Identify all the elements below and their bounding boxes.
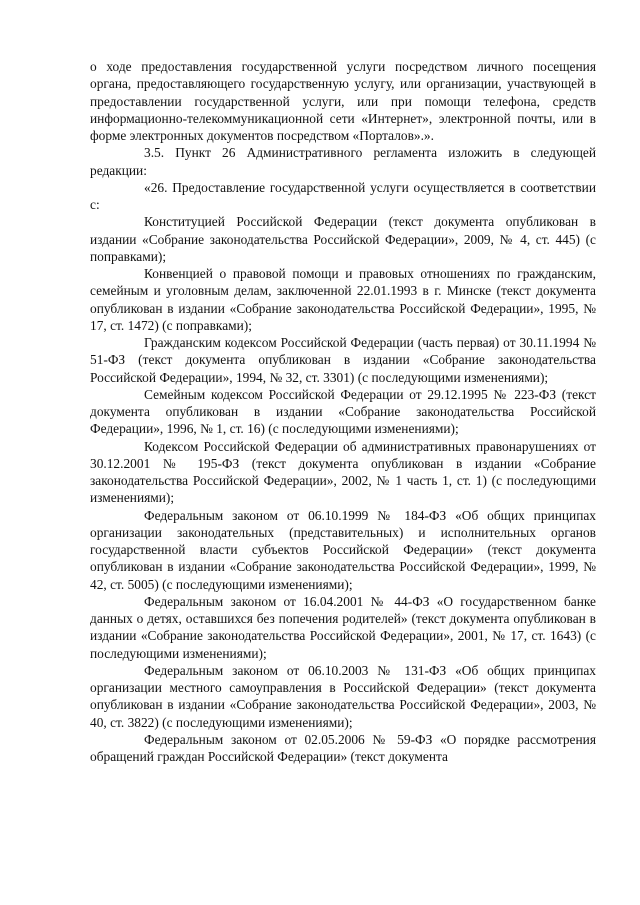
list-item-federal-law-131: Федеральным законом от 06.10.2003 № 131-ФЗ «Об общих принципах организации местного самоуправления в Российской Федерации» (текст документа опубликован в издании «Собрание законодательства Российской Федерации», 2003, № 40, ст. 3822) (с последующими изменениями); bbox=[90, 662, 596, 730]
paragraph-item-26-intro: «26. Предоставление государственной услуги осуществляется в соответствии с: bbox=[90, 179, 596, 212]
paragraph-service-information-continued: о ходе предоставления государственной услуги посредством личного посещения органа, предоставляющего государственную услугу, или организации, участвующей в предоставлении государственной услуги, или при помощи телефона, средств информационно-телекоммуникационной сети «Интернет», электронной почты, или в форме электронных документов посредством «Порталов».». bbox=[90, 59, 596, 143]
list-item-administrative-code: Кодексом Российской Федерации об административных правонарушениях от 30.12.2001 № 195-ФЗ (текст документа опубликован в издании «Собрание законодательства Российской Федерации», 2002, № 1 часть 1, ст. 1) (с последующими изменениями); bbox=[90, 438, 596, 506]
list-item-minsk-convention: Конвенцией о правовой помощи и правовых отношениях по гражданским, семейным и уголовным делам, заключенной 22.01.1993 в г. Минске (текст документа опубликован в издании «Собрание законодательства Российской Федерации», 1995, № 17, ст. 1472) (с поправками); bbox=[90, 266, 596, 333]
list-item-constitution: Конституцией Российской Федерации (текст документа опубликован в издании «Собрание законодательства Российской Федерации», 2009, № 4, ст. 445) (с поправками); bbox=[90, 214, 596, 264]
list-item-family-code: Семейным кодексом Российской Федерации от 29.12.1995 № 223-ФЗ (текст документа опубликован в издании «Собрание законодательства Российской Федерации», 1996, № 1, ст. 16) (с последующими изменениями); bbox=[90, 386, 596, 437]
paragraph-clause-3-5: 3.5. Пункт 26 Административного регламента изложить в следующей редакции: bbox=[90, 145, 596, 178]
list-item-federal-law-44: Федеральным законом от 16.04.2001 № 44-ФЗ «О государственном банке данных о детях, оставшихся без попечения родителей» (текст документа опубликован в издании «Собрание законодательства Российской Федерации», 2001, № 17, ст. 1643) (с последующими изменениями); bbox=[90, 593, 596, 661]
document-page bbox=[90, 58, 596, 765]
list-item-federal-law-59: Федеральным законом от 02.05.2006 № 59-ФЗ «О порядке рассмотрения обращений граждан Российской Федерации» (текст документа bbox=[90, 731, 596, 764]
list-item-civil-code: Гражданским кодексом Российской Федерации (часть первая) от 30.11.1994 № 51-ФЗ (текст документа опубликован в издании «Собрание законодательства Российской Федерации», 1994, № 32, ст. 3301) (с последующими изменениями); bbox=[90, 335, 596, 385]
list-item-federal-law-184: Федеральным законом от 06.10.1999 № 184-ФЗ «Об общих принципах организации законодательных (представительных) и исполнительных органов государственной власти субъектов Российской Федерации» (текст документа опубликован в издании «Собрание законодательства Российской Федерации», 1999, № 42, ст. 5005) (с последующими изменениями); bbox=[90, 507, 596, 592]
